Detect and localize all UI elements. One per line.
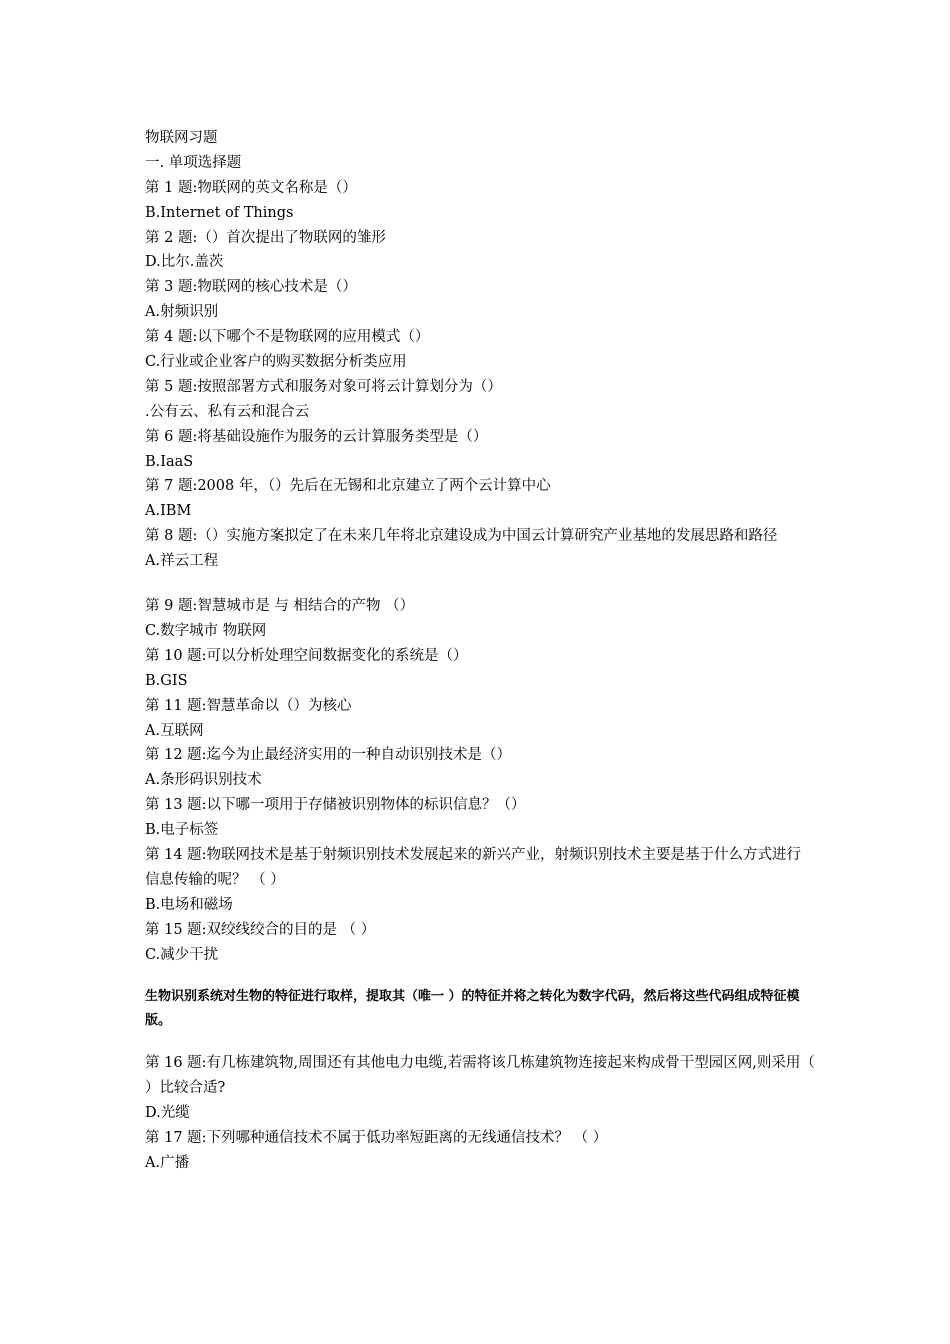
question-9: 第 9 题:智慧城市是 与 相结合的产物 （）: [145, 598, 415, 615]
answer-7: A.IBM: [145, 503, 192, 520]
question-10: 第 10 题:可以分析处理空间数据变化的系统是（）: [145, 647, 468, 664]
answer-16: D.光缆: [145, 1105, 190, 1122]
question-16: 第 16 题:有几栋建筑物,周围还有其他电力电缆,若需将该几栋建筑物连接起来构成骨干型园区网,则采用（ ）比较合适?: [145, 1055, 815, 1097]
question-3: 第 3 题:物联网的核心技术是（）: [145, 279, 357, 296]
answer-5: .公有云、私有云和混合云: [145, 403, 310, 420]
question-11: 第 11 题:智慧革命以（）为核心: [145, 697, 352, 714]
document-page: [145, 126, 815, 1176]
answer-13: B.电子标签: [145, 822, 219, 839]
question-14: 第 14 题:物联网技术是基于射频识别技术发展起来的新兴产业，射频识别技术主要是基于什么方式进行信息传输的呢？ （ ）: [145, 846, 802, 888]
answer-2: D.比尔.盖茨: [145, 254, 224, 271]
answer-9: C.数字城市 物联网: [145, 622, 267, 639]
document-title: 物联网习题: [145, 130, 218, 146]
question-8: 第 8 题:（）实施方案拟定了在未来几年将北京建设成为中国云计算研究产业基地的发展思路和路径: [145, 528, 778, 545]
question-6: 第 6 题:将基础设施作为服务的云计算服务类型是（）: [145, 428, 488, 445]
question-15: 第 15 题:双绞线绞合的目的是 （ ）: [145, 921, 376, 938]
answer-14: B.电场和磁场: [145, 896, 233, 913]
question-13: 第 13 题:以下哪一项用于存储被识别物体的标识信息？（）: [145, 797, 526, 814]
question-12: 第 12 题:迄今为止最经济实用的一种自动识别技术是（）: [145, 747, 512, 764]
bold-paragraph: 生物识别系统对生物的特征进行取样，提取其（唯一 ）的特征并将之转化为数字代码，然后将这些代码组成特征模版。: [145, 989, 800, 1029]
answer-12: A.条形码识别技术: [145, 772, 262, 789]
answer-10: B.GIS: [145, 672, 188, 689]
answer-3: A.射频识别: [145, 304, 219, 321]
answer-4: C.行业或企业客户的购买数据分析类应用: [145, 354, 407, 371]
answer-11: A.互联网: [145, 722, 204, 739]
section-heading: 一. 单项选择题: [145, 154, 242, 171]
answer-17: A.广播: [145, 1155, 190, 1172]
question-1: 第 1 题:物联网的英文名称是（）: [145, 179, 357, 196]
question-4: 第 4 题:以下哪个不是物联网的应用模式（）: [145, 329, 430, 346]
answer-15: C.减少干扰: [145, 946, 219, 963]
answer-8: A.祥云工程: [145, 553, 219, 570]
question-17: 第 17 题:下列哪种通信技术不属于低功率短距离的无线通信技术？ （ ）: [145, 1130, 608, 1147]
spacer: [145, 967, 815, 985]
spacer: [145, 574, 815, 594]
answer-1: B.Internet of Things: [145, 204, 294, 221]
answer-6: B.IaaS: [145, 453, 194, 470]
spacer: [145, 1033, 815, 1051]
question-7: 第 7 题:2008 年，（）先后在无锡和北京建立了两个云计算中心: [145, 478, 551, 495]
question-2: 第 2 题:（）首次提出了物联网的雏形: [145, 229, 386, 246]
question-5: 第 5 题:按照部署方式和服务对象可将云计算划分为（）: [145, 378, 502, 395]
